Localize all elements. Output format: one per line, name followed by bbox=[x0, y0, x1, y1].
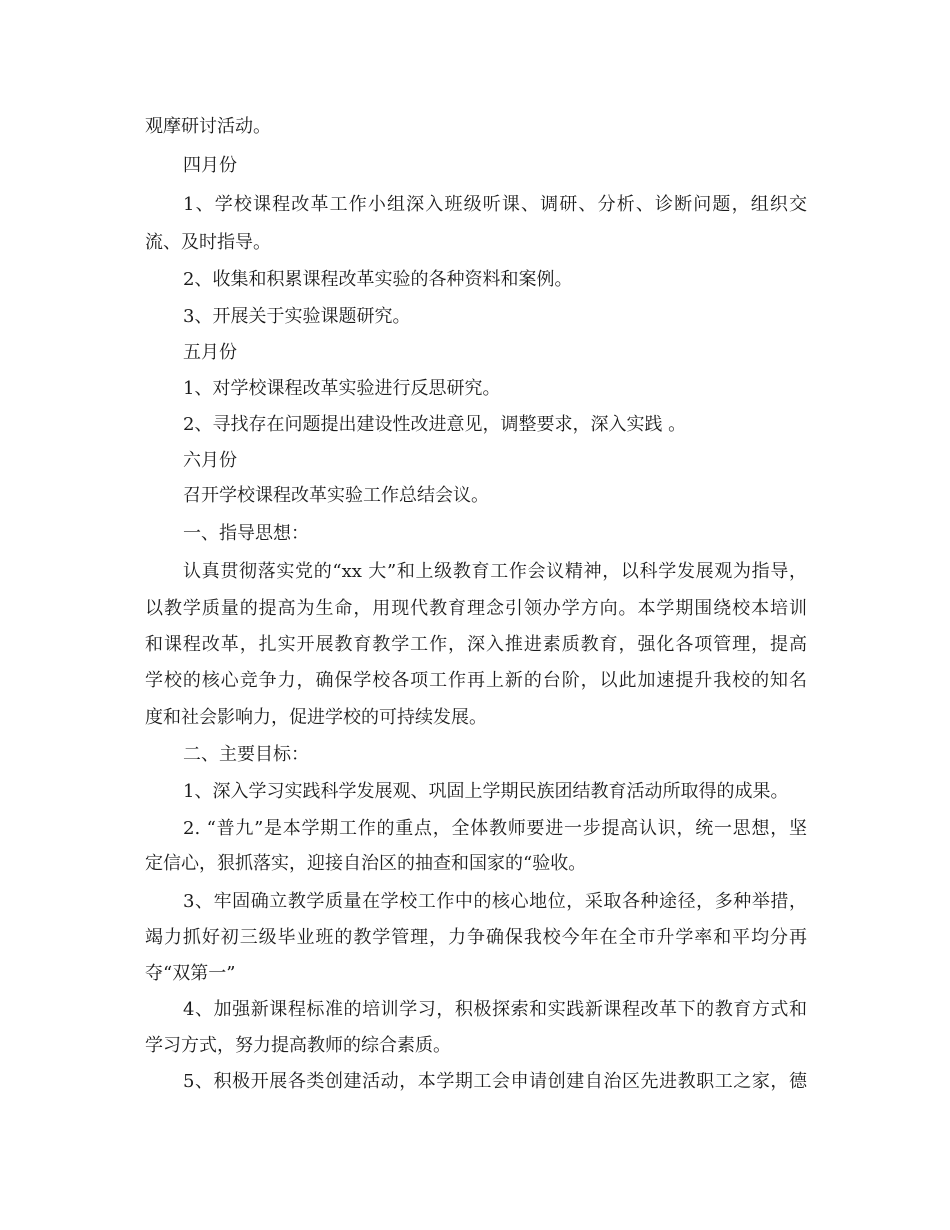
text-line: 学校的核心竞争力，确保学校各项工作再上新的台阶，以此加速提升我校的知名 bbox=[145, 670, 807, 691]
text-line: 夺“双第一” bbox=[145, 963, 236, 984]
text-line: 度和社会影响力，促进学校的可持续发展。 bbox=[145, 707, 487, 728]
text-line: 认真贯彻落实党的“xx 大”和上级教育工作会议精神，以科学发展观为指导， bbox=[183, 561, 807, 582]
section-heading-april: 四月份 bbox=[183, 155, 237, 176]
text-line: 2. “普九”是本学期工作的重点，全体教师要进一步提高认识，统一思想，坚 bbox=[183, 818, 807, 839]
section-heading-main-goals: 二、主要目标： bbox=[183, 744, 309, 765]
text-line: 召开学校课程改革实验工作总结会议。 bbox=[183, 485, 489, 506]
text-line: 1、学校课程改革工作小组深入班级听课、调研、分析、诊断问题，组织交 bbox=[183, 194, 807, 215]
text-line: 定信心，狠抓落实，迎接自治区的抽查和国家的“验收。 bbox=[145, 853, 587, 874]
section-heading-june: 六月份 bbox=[183, 450, 237, 471]
section-heading-guiding-thought: 一、指导思想： bbox=[183, 523, 309, 544]
text-line: 观摩研讨活动。 bbox=[145, 116, 271, 137]
text-line: 2、寻找存在问题提出建设性改进意见，调整要求，深入实践 。 bbox=[183, 414, 687, 435]
text-line: 4、加强新课程标准的培训学习，积极探索和实践新课程改革下的教育方式和 bbox=[183, 999, 807, 1020]
text-line: 和课程改革，扎实开展教育教学工作，深入推进素质教育，强化各项管理，提高 bbox=[145, 634, 807, 655]
text-line: 学习方式，努力提高教师的综合素质。 bbox=[145, 1035, 451, 1056]
text-line: 以教学质量的提高为生命，用现代教育理念引领办学方向。本学期围绕校本培训 bbox=[145, 598, 807, 619]
text-line: 流、及时指导。 bbox=[145, 232, 271, 253]
text-line: 5、积极开展各类创建活动，本学期工会申请创建自治区先进教职工之家，德 bbox=[183, 1071, 807, 1092]
text-line: 3、牢固确立教学质量在学校工作中的核心地位，采取各种途径，多种举措， bbox=[183, 891, 807, 912]
section-heading-may: 五月份 bbox=[183, 342, 237, 363]
text-line: 1、深入学习实践科学发展观、巩固上学期民族团结教育活动所取得的成果。 bbox=[183, 781, 789, 802]
text-line: 2、收集和积累课程改革实验的各种资料和案例。 bbox=[183, 269, 573, 290]
text-line: 竭力抓好初三级毕业班的教学管理，力争确保我校今年在全市升学率和平均分再 bbox=[145, 927, 807, 948]
text-line: 1、对学校课程改革实验进行反思研究。 bbox=[183, 378, 501, 399]
text-line: 3、开展关于实验课题研究。 bbox=[183, 306, 411, 327]
